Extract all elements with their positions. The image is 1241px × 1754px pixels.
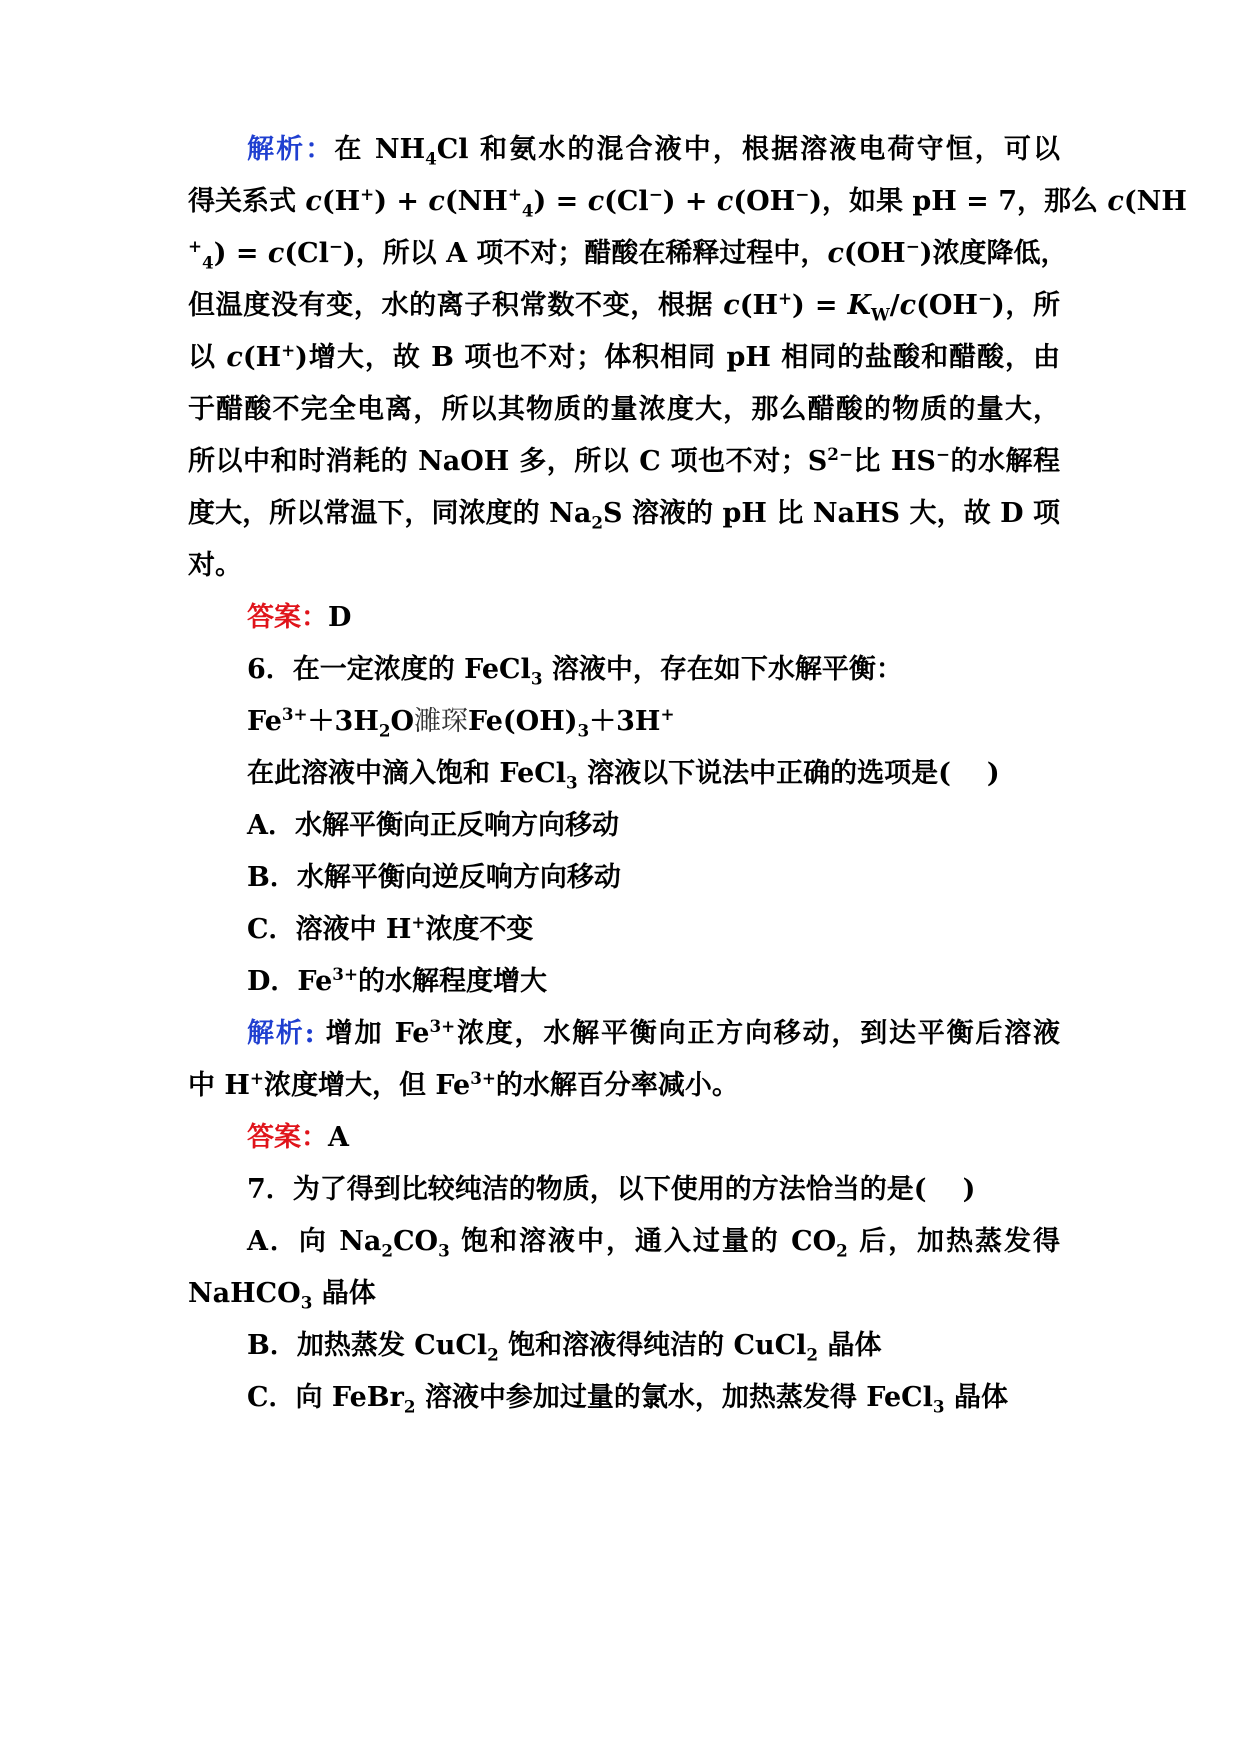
text: ) bbox=[986, 758, 1000, 789]
q7-option-a-line-2 bbox=[188, 1272, 1060, 1316]
text: c bbox=[716, 186, 734, 217]
subscript: 4 bbox=[521, 200, 534, 221]
q6-question bbox=[247, 752, 1060, 796]
text: CO bbox=[393, 1226, 439, 1257]
text: )浓度降低， bbox=[919, 238, 1068, 269]
text: 在 NH bbox=[334, 134, 426, 165]
analysis1-line-5 bbox=[188, 336, 1060, 380]
subscript: 2 bbox=[487, 1344, 499, 1365]
text: ) = bbox=[533, 186, 588, 217]
analysis2-line-1 bbox=[247, 1012, 1060, 1056]
analysis1-line-4 bbox=[188, 284, 1060, 328]
text: (H bbox=[321, 186, 361, 217]
text: )，如果 pH = 7，那么 bbox=[809, 186, 1108, 217]
text: 浓度增大，但 Fe bbox=[263, 1070, 471, 1101]
text: (H bbox=[739, 290, 778, 321]
subscript: 2 bbox=[381, 1240, 394, 1261]
text: D．Fe bbox=[247, 966, 333, 997]
subscript: 2 bbox=[378, 720, 391, 741]
answer-value: D bbox=[328, 602, 352, 633]
q7-stem bbox=[247, 1168, 1060, 1212]
q6-option-b: B．水解平衡向逆反响方向移动 bbox=[247, 862, 621, 893]
text: 但温度没有变，水的离子积常数不变，根据 bbox=[188, 290, 724, 321]
analysis1-line-2 bbox=[188, 180, 1187, 224]
text: ) + bbox=[374, 186, 429, 217]
text: 后，加热蒸发得 bbox=[847, 1226, 1060, 1257]
text: c bbox=[226, 342, 243, 373]
text: (NH bbox=[1123, 186, 1187, 217]
text: (H bbox=[242, 342, 282, 373]
q6-stem bbox=[247, 648, 1060, 692]
analysis1-line-8 bbox=[188, 492, 1060, 536]
text: ) = bbox=[213, 238, 268, 269]
text: 7．为了得到比较纯洁的物质，以下使用的方法恰当的是( bbox=[247, 1174, 927, 1205]
text: K bbox=[847, 290, 871, 321]
text: 溶液中参加过量的氯水，加热蒸发得 FeCl bbox=[415, 1382, 933, 1413]
text: 比 HS bbox=[852, 446, 936, 477]
subscript: 2 bbox=[806, 1344, 819, 1365]
text: O bbox=[390, 706, 415, 737]
text: ) bbox=[962, 1174, 976, 1205]
superscript: + bbox=[360, 184, 375, 204]
subscript: 3 bbox=[932, 1396, 945, 1417]
text: 浓度，水解平衡向正方向移动，到达平衡后溶液 bbox=[455, 1018, 1061, 1049]
answer2 bbox=[247, 1116, 1060, 1160]
answer-value: A bbox=[328, 1122, 349, 1153]
subscript: 2 bbox=[591, 512, 603, 533]
text: 增加 Fe bbox=[314, 1018, 430, 1049]
analysis1-line-9: 对。 bbox=[188, 550, 242, 581]
text: c bbox=[305, 186, 322, 217]
text: ＋3H bbox=[589, 706, 661, 737]
text: / bbox=[889, 290, 900, 321]
superscript: + bbox=[777, 288, 793, 308]
analysis1-line-1 bbox=[247, 128, 1060, 172]
subscript: 3 bbox=[530, 668, 543, 689]
superscript: − bbox=[935, 444, 950, 464]
text: Fe bbox=[247, 706, 282, 737]
text: Cl 和氨水的混合液中，根据溶液电荷守恒，可以 bbox=[436, 134, 1061, 165]
text: 6．在一定浓度的 FeCl bbox=[247, 654, 531, 685]
analysis1-line-6: 于醋酸不完全电离，所以其物质的量浓度大，那么醋酸的物质的量大， bbox=[188, 394, 1060, 425]
text: (OH bbox=[843, 238, 906, 269]
text: c bbox=[1107, 186, 1124, 217]
text: c bbox=[428, 186, 445, 217]
analysis-label: 解析： bbox=[247, 134, 335, 165]
answer-label: 答案： bbox=[247, 602, 328, 633]
text: 中 H bbox=[188, 1070, 250, 1101]
q6-equation bbox=[247, 700, 1060, 744]
text: (NH bbox=[444, 186, 508, 217]
superscript: 3+ bbox=[281, 704, 308, 724]
superscript: + bbox=[249, 1068, 264, 1088]
text: (OH bbox=[916, 290, 978, 321]
superscript: − bbox=[905, 236, 920, 256]
text: 度大，所以常温下，同浓度的 Na bbox=[188, 498, 592, 529]
equilibrium-symbol: 濉琛 bbox=[414, 706, 469, 737]
superscript: + bbox=[188, 236, 203, 256]
text: (Cl bbox=[284, 238, 329, 269]
text: 在此溶液中滴入饱和 FeCl bbox=[247, 758, 567, 789]
text: c bbox=[267, 238, 285, 269]
text: Fe(OH) bbox=[468, 706, 578, 737]
text: A．向 Na bbox=[247, 1226, 382, 1257]
text: c bbox=[723, 290, 740, 321]
superscript: + bbox=[507, 184, 522, 204]
superscript: − bbox=[648, 184, 663, 204]
subscript: 2 bbox=[836, 1240, 848, 1261]
q7-option-a-line-1 bbox=[247, 1220, 1060, 1264]
q7-option-c bbox=[247, 1376, 1060, 1420]
superscript: − bbox=[977, 288, 992, 308]
superscript: − bbox=[328, 236, 343, 256]
superscript: + bbox=[281, 340, 296, 360]
text: 的水解百分率减小。 bbox=[495, 1070, 739, 1101]
analysis1-line-7 bbox=[188, 440, 1060, 484]
analysis1-line-3 bbox=[188, 232, 1068, 276]
text: S 溶液的 pH 比 NaHS 大，故 D 项 bbox=[602, 498, 1060, 529]
text: )，所以 A 项不对；醋酸在稀释过程中， bbox=[342, 238, 828, 269]
text: 的水解程 bbox=[949, 446, 1061, 477]
text: (OH bbox=[733, 186, 796, 217]
subscript: 2 bbox=[403, 1396, 416, 1417]
text: ) + bbox=[662, 186, 717, 217]
subscript: 3 bbox=[577, 720, 590, 741]
text: 溶液以下说法中正确的选项是( bbox=[577, 758, 951, 789]
text: 晶体 bbox=[818, 1330, 882, 1361]
superscript: 3+ bbox=[470, 1068, 496, 1088]
superscript: 3+ bbox=[429, 1016, 456, 1036]
text: ＋3H bbox=[307, 706, 379, 737]
q6-option-c bbox=[247, 908, 1060, 952]
answer-label: 答案： bbox=[247, 1122, 328, 1153]
subscript: 3 bbox=[300, 1292, 313, 1313]
text: )，所 bbox=[991, 290, 1060, 321]
subscript: 4 bbox=[202, 252, 214, 273]
text: C．溶液中 H bbox=[247, 914, 412, 945]
text: )增大，故 B 项也不对；体积相同 pH 相同的盐酸和醋酸，由 bbox=[295, 342, 1060, 373]
text: 的水解程度增大 bbox=[357, 966, 547, 997]
text: c bbox=[827, 238, 844, 269]
text: 溶液中，存在如下水解平衡： bbox=[542, 654, 903, 685]
text: ) = bbox=[792, 290, 848, 321]
q6-option-d bbox=[247, 960, 1060, 1004]
text: C．向 FeBr bbox=[247, 1382, 404, 1413]
subscript: 4 bbox=[425, 148, 437, 169]
text: (Cl bbox=[604, 186, 649, 217]
text: 得关系式 bbox=[188, 186, 306, 217]
analysis2-line-2 bbox=[188, 1064, 1060, 1108]
text: 以 bbox=[188, 342, 227, 373]
answer1 bbox=[247, 596, 1060, 640]
q7-option-b bbox=[247, 1324, 1060, 1368]
superscript: − bbox=[795, 184, 810, 204]
superscript: 2− bbox=[827, 444, 853, 464]
superscript: + bbox=[660, 704, 675, 724]
text: B．加热蒸发 CuCl bbox=[247, 1330, 488, 1361]
text: 饱和溶液得纯洁的 CuCl bbox=[498, 1330, 807, 1361]
text: c bbox=[899, 290, 917, 321]
superscript: + bbox=[411, 912, 426, 932]
text: NaHCO bbox=[188, 1278, 301, 1309]
text: 饱和溶液中，通入过量的 CO bbox=[449, 1226, 837, 1257]
subscript: 3 bbox=[438, 1240, 450, 1261]
text: 浓度不变 bbox=[425, 914, 534, 945]
q6-option-a: A．水解平衡向正反响方向移动 bbox=[247, 810, 619, 841]
text: 晶体 bbox=[312, 1278, 376, 1309]
text: 所以中和时消耗的 NaOH 多，所以 C 项也不对；S bbox=[188, 446, 828, 477]
subscript: W bbox=[870, 304, 890, 325]
text: 晶体 bbox=[944, 1382, 1008, 1413]
superscript: 3+ bbox=[332, 964, 358, 984]
text: c bbox=[587, 186, 605, 217]
analysis-label: 解析: bbox=[247, 1018, 315, 1049]
subscript: 3 bbox=[566, 772, 578, 793]
